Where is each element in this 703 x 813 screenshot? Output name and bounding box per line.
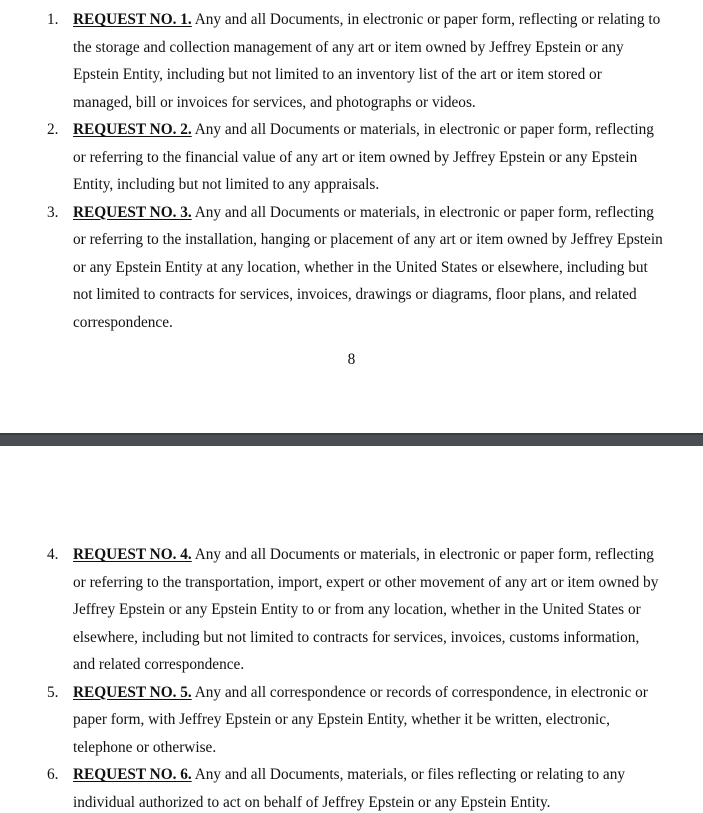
request-title: REQUEST NO. 5.	[73, 683, 192, 701]
request-item-6	[0, 761, 703, 813]
request-list	[0, 6, 703, 336]
request-item-3	[0, 199, 703, 337]
request-item-1	[0, 6, 703, 116]
request-item-4	[0, 541, 703, 679]
request-title: REQUEST NO. 1.	[73, 11, 192, 28]
request-title: REQUEST NO. 3.	[73, 203, 192, 221]
request-text: Any and all Documents or materials, in electronic or paper form, reflecting or referring to the transportation, import, expert or other movement of any art or item owned by Jeffrey Epstein or any Epstein Entity to or from any location, whether in the United States or elsewhere, including but not limited to contracts for services, invoices, customs information, and related correspondence.	[73, 546, 659, 673]
request-text: Any and all Documents or materials, in electronic or paper form, reflecting or referring to the installation, hanging or placement of any art or item owned by Jeffrey Epstein or any Epstein Entity at any location, whether in the United States or elsewhere, including but not limited to contracts for services, invoices, drawings or diagrams, floor plans, and related correspondence.	[73, 203, 663, 331]
request-text: Any and all correspondence or records of correspondence, in electronic or paper form, with Jeffrey Epstein or any Epstein Entity, whether it be written, electronic, telephone or otherwise.	[73, 683, 648, 756]
request-number: 5.	[47, 683, 59, 701]
request-title: REQUEST NO. 4.	[73, 546, 192, 563]
request-number: 2.	[47, 121, 59, 138]
request-number: 1.	[47, 11, 59, 28]
request-title: REQUEST NO. 2.	[73, 121, 192, 138]
request-text: Any and all Documents, materials, or files reflecting or relating to any individual authorized to act on behalf of Jeffrey Epstein or any Epstein Entity.	[73, 766, 626, 811]
page-separator-shadow	[0, 433, 703, 435]
page-number: 8	[347, 351, 356, 368]
document-page-9	[0, 446, 703, 813]
request-item-2	[0, 116, 703, 199]
request-number: 3.	[47, 203, 59, 221]
request-list	[0, 541, 703, 813]
request-title: REQUEST NO. 6.	[73, 766, 192, 783]
request-item-5	[0, 679, 703, 762]
request-text: Any and all Documents or materials, in electronic or paper form, reflecting or referring to the financial value of any art or item owned by Jeffrey Epstein or any Epstein Entity, including but not limited to any appraisals.	[73, 121, 654, 193]
request-number: 6.	[47, 766, 59, 783]
request-text: Any and all Documents, in electronic or paper form, reflecting or relating to the storage and collection management of any art or item owned by Jeffrey Epstein or any Epstein Entity, including but not limited to an inventory list of the art or item stored or managed, bill or invoices for services, and photographs or videos.	[73, 11, 661, 111]
request-number: 4.	[47, 546, 59, 563]
